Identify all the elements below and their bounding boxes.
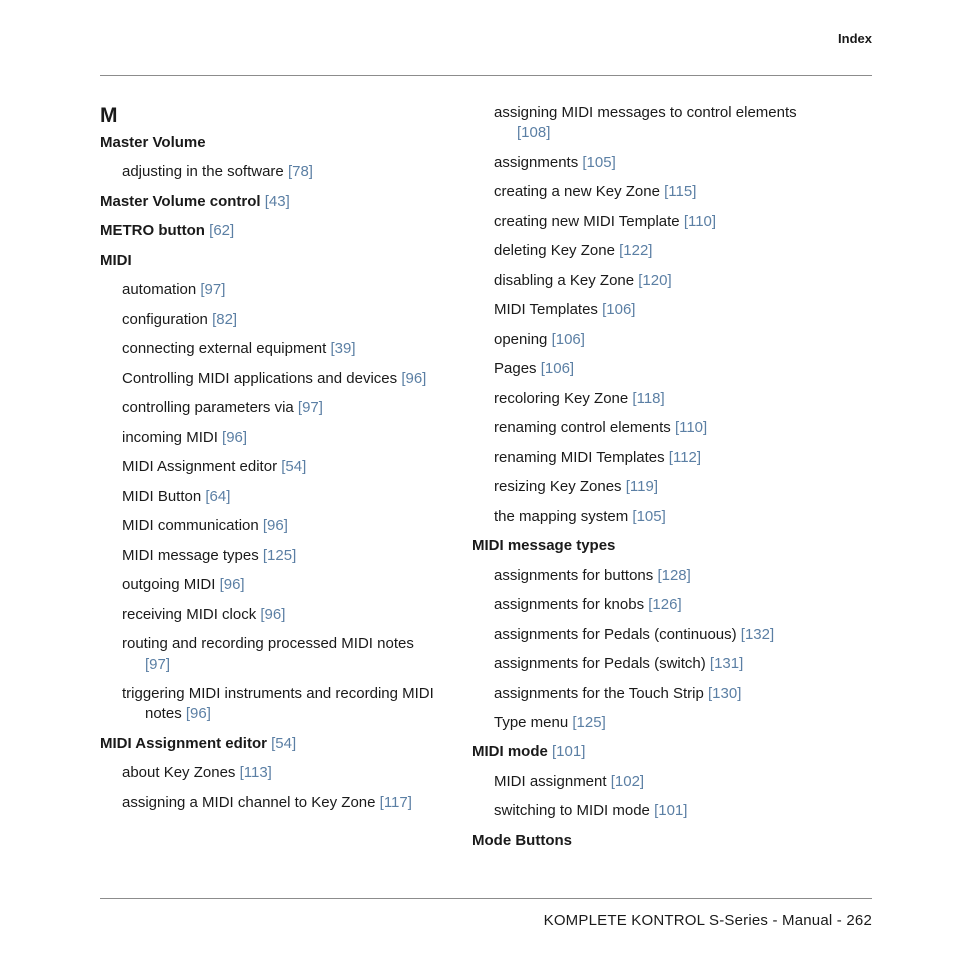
entry-text: outgoing MIDI bbox=[122, 576, 216, 594]
index-subentry bbox=[494, 654, 802, 674]
page-ref-link[interactable]: [110] bbox=[683, 212, 717, 230]
entry-text: MIDI Button bbox=[122, 487, 202, 505]
index-subentry bbox=[494, 566, 802, 586]
page-ref-link[interactable]: [82] bbox=[212, 310, 238, 328]
index-entry bbox=[100, 251, 430, 271]
index-subentry bbox=[122, 575, 430, 595]
entry-text: assigning MIDI messages to control elements bbox=[494, 104, 797, 121]
entry-text: MIDI assignment bbox=[494, 772, 607, 790]
entry-text: assignments bbox=[494, 153, 579, 171]
index-subentry bbox=[122, 162, 430, 182]
entry-text: connecting external equipment bbox=[122, 340, 327, 358]
page-ref-link[interactable]: [120] bbox=[638, 271, 672, 289]
index-subentry bbox=[494, 153, 802, 173]
index-subentry bbox=[122, 428, 430, 448]
entry-text: Controlling MIDI applications and devices bbox=[122, 369, 398, 387]
page-ref-link[interactable]: [119] bbox=[625, 478, 658, 496]
page-ref-link[interactable]: [106] bbox=[551, 330, 585, 348]
index-subentry bbox=[494, 103, 802, 144]
page-ref-link[interactable]: [96] bbox=[260, 605, 286, 623]
index-entry bbox=[100, 734, 430, 754]
page-ref-link[interactable]: [54] bbox=[281, 458, 307, 476]
entry-text: triggering MIDI instruments and recording MIDI notes bbox=[122, 685, 434, 723]
entry-text: controlling parameters via bbox=[122, 399, 294, 417]
entry-text: configuration bbox=[122, 310, 208, 328]
index-subentry bbox=[122, 605, 430, 625]
page-ref-link[interactable]: [113] bbox=[239, 764, 272, 782]
entry-text: deleting Key Zone bbox=[494, 242, 615, 260]
entry-text: METRO button bbox=[100, 222, 205, 240]
index-subentry bbox=[122, 398, 430, 418]
index-subentry bbox=[494, 595, 802, 615]
page-ref-link[interactable]: [112] bbox=[668, 448, 702, 466]
page-ref-link[interactable]: [115] bbox=[664, 183, 697, 201]
page-ref-link[interactable]: [101] bbox=[654, 802, 688, 820]
page-ref-link[interactable]: [62] bbox=[209, 222, 235, 240]
index-subentry bbox=[122, 280, 430, 300]
index-column-right bbox=[472, 103, 802, 851]
entry-text: assignments for Pedals (switch) bbox=[494, 655, 706, 673]
entry-text: assignments for buttons bbox=[494, 566, 654, 584]
page-ref-link[interactable]: [96] bbox=[401, 369, 427, 387]
entry-text: Master Volume control bbox=[100, 192, 261, 210]
page-ref-link[interactable]: [126] bbox=[648, 596, 682, 614]
page-ref-link[interactable]: [54] bbox=[271, 734, 297, 752]
entry-text: assignments for the Touch Strip bbox=[494, 684, 704, 702]
index-subentry bbox=[494, 448, 802, 468]
entry-text: about Key Zones bbox=[122, 764, 236, 782]
entry-text: incoming MIDI bbox=[122, 428, 218, 446]
page-ref-link[interactable]: [117] bbox=[379, 793, 412, 811]
entry-text: assignments for Pedals (continuous) bbox=[494, 625, 737, 643]
index-entry bbox=[100, 133, 430, 153]
entry-text: adjusting in the software bbox=[122, 163, 284, 181]
page-ref-link[interactable]: [130] bbox=[708, 684, 742, 702]
index-subentry bbox=[122, 457, 430, 477]
page-ref-link[interactable]: [96] bbox=[219, 576, 245, 594]
index-entry bbox=[100, 221, 430, 241]
page-ref-link[interactable]: [125] bbox=[572, 713, 606, 731]
index-subentry bbox=[494, 212, 802, 232]
page-ref-link[interactable]: [105] bbox=[632, 507, 666, 525]
entry-text: automation bbox=[122, 281, 197, 299]
index-subentry bbox=[494, 713, 802, 733]
header-title: Index bbox=[838, 31, 872, 46]
page-ref-link[interactable]: [122] bbox=[619, 242, 653, 260]
entry-text: switching to MIDI mode bbox=[494, 802, 650, 820]
entry-text: MIDI Templates bbox=[494, 301, 598, 319]
entry-text: the mapping system bbox=[494, 507, 629, 525]
entry-text: receiving MIDI clock bbox=[122, 605, 257, 623]
index-letter-heading: M bbox=[100, 104, 118, 127]
page-ref-link[interactable]: [106] bbox=[540, 360, 575, 378]
page-ref-link[interactable]: [97] bbox=[145, 655, 171, 673]
page-ref-link[interactable]: [132] bbox=[740, 625, 775, 643]
index-subentry bbox=[494, 772, 802, 792]
page-ref-link[interactable]: [96] bbox=[262, 517, 288, 535]
page-ref-link[interactable]: [78] bbox=[287, 163, 313, 181]
index-subentry bbox=[494, 625, 802, 645]
index-subentry bbox=[494, 182, 802, 202]
index-subentry bbox=[494, 477, 802, 497]
entry-text: opening bbox=[494, 330, 548, 348]
index-subentry bbox=[494, 330, 802, 350]
page-ref-link[interactable]: [108] bbox=[517, 124, 551, 142]
entry-text: MIDI message types bbox=[472, 537, 616, 555]
entry-text: Pages bbox=[494, 360, 537, 378]
entry-text: resizing Key Zones bbox=[494, 478, 622, 496]
page-ref-link[interactable]: [96] bbox=[222, 428, 248, 446]
index-subentry bbox=[122, 793, 465, 813]
index-subentry bbox=[494, 418, 802, 438]
entry-text: creating new MIDI Template bbox=[494, 212, 680, 230]
page-ref-link[interactable]: [101] bbox=[552, 743, 586, 761]
index-subentry bbox=[494, 507, 802, 527]
index-subentry bbox=[494, 359, 802, 379]
footer-divider bbox=[100, 898, 872, 899]
entry-text: MIDI Assignment editor bbox=[100, 734, 267, 752]
entry-text: disabling a Key Zone bbox=[494, 271, 635, 289]
entry-text: creating a new Key Zone bbox=[494, 183, 660, 201]
page-ref-link[interactable]: [97] bbox=[200, 281, 226, 299]
index-subentry bbox=[494, 241, 802, 261]
index-entry bbox=[472, 831, 802, 851]
index-subentry bbox=[494, 389, 802, 409]
page-ref-link[interactable]: [128] bbox=[657, 566, 691, 584]
page-ref-link[interactable]: [131] bbox=[709, 655, 744, 673]
index-subentry bbox=[494, 801, 802, 821]
page-ref-link[interactable]: [102] bbox=[610, 772, 645, 790]
entry-text: Mode Buttons bbox=[472, 831, 572, 849]
entry-text: MIDI mode bbox=[472, 743, 548, 761]
page-ref-link[interactable]: [97] bbox=[297, 399, 323, 417]
entry-text: renaming MIDI Templates bbox=[494, 448, 665, 466]
entry-text: routing and recording processed MIDI notes bbox=[122, 635, 414, 653]
index-subentry bbox=[122, 634, 430, 675]
page-ref-link[interactable]: [106] bbox=[602, 301, 636, 319]
entry-text: Master Volume bbox=[100, 134, 206, 151]
entry-text: assigning a MIDI channel to Key Zone bbox=[122, 793, 376, 811]
index-subentry bbox=[122, 684, 445, 725]
page-ref-link[interactable]: [110] bbox=[674, 419, 708, 437]
index-column-left bbox=[100, 100, 434, 813]
page-ref-link[interactable]: [96] bbox=[185, 705, 211, 723]
entry-text: MIDI message types bbox=[122, 546, 259, 564]
entry-text: MIDI Assignment editor bbox=[122, 458, 278, 476]
index-subentry bbox=[122, 546, 430, 566]
page-ref-link[interactable]: [125] bbox=[262, 546, 297, 564]
header-divider bbox=[100, 75, 872, 76]
entry-text: recoloring Key Zone bbox=[494, 389, 629, 407]
index-subentry bbox=[122, 310, 430, 330]
index-subentry bbox=[494, 684, 802, 704]
footer-text: KOMPLETE KONTROL S-Series - Manual - 262 bbox=[543, 912, 872, 929]
entry-text: assignments for knobs bbox=[494, 596, 645, 614]
index-subentry bbox=[122, 487, 430, 507]
page-ref-link[interactable]: [118] bbox=[632, 389, 665, 407]
page-ref-link[interactable]: [64] bbox=[205, 487, 231, 505]
entry-text: renaming control elements bbox=[494, 419, 671, 437]
index-entry bbox=[472, 536, 802, 556]
index-subentry bbox=[494, 271, 802, 291]
index-subentry bbox=[122, 763, 430, 783]
index-subentry bbox=[494, 300, 802, 320]
entry-text: MIDI bbox=[100, 251, 132, 269]
index-subentry bbox=[122, 339, 430, 359]
index-entry bbox=[100, 192, 430, 212]
page-ref-link[interactable]: [39] bbox=[330, 340, 356, 358]
entry-text: MIDI communication bbox=[122, 517, 259, 535]
entry-text: Type menu bbox=[494, 713, 569, 731]
page-ref-link[interactable]: [105] bbox=[582, 153, 616, 171]
index-entry bbox=[472, 742, 802, 762]
index-subentry bbox=[122, 369, 430, 389]
index-subentry bbox=[122, 516, 430, 536]
page-ref-link[interactable]: [43] bbox=[264, 192, 290, 210]
